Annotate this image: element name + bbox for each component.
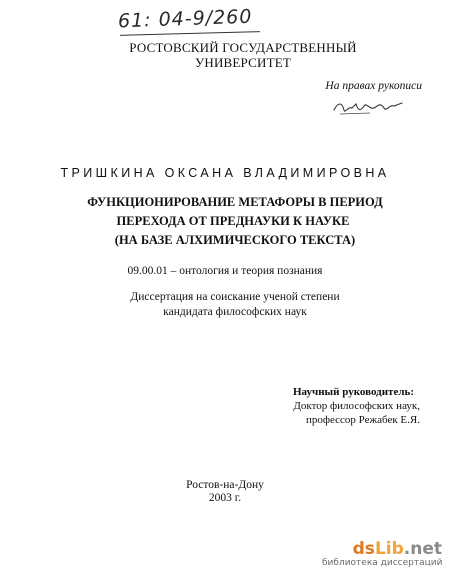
university-name-line2: УНИВЕРСИТЕТ: [194, 55, 292, 70]
dissertation-title-line2: ПЕРЕХОДА ОТ ПРЕДНАУКИ К НАУКЕ: [116, 214, 350, 228]
watermark-brand-net: .net: [403, 539, 442, 559]
degree-statement-line1: Диссертация на соискание ученой степени: [130, 291, 340, 303]
watermark-logo: [322, 540, 442, 558]
archive-number: 61: 04-9/260: [117, 5, 253, 33]
supervisor-degree: Доктор философских наук,: [293, 400, 420, 412]
watermark-caption: библиотека диссертаций: [322, 558, 443, 568]
degree-statement-line2: кандидата философских наук: [163, 306, 307, 318]
city: Ростов-на-Дону: [186, 479, 264, 491]
dissertation-title-line3: (НА БАЗЕ АЛХИМИЧЕСКОГО ТЕКСТА): [114, 233, 356, 247]
author-name: ТРИШКИНА ОКСАНА ВЛАДИМИРОВНА: [60, 166, 390, 180]
watermark-brand-ds: ds: [352, 539, 375, 559]
dslib-watermark: [322, 540, 442, 569]
archive-number-underline: [120, 31, 260, 36]
year: 2003 г.: [208, 492, 242, 504]
specialty-code: 09.00.01 – онтология и теория познания: [127, 265, 323, 277]
dissertation-title-line1: ФУНКЦИОНИРОВАНИЕ МЕТАФОРЫ В ПЕРИОД: [87, 195, 383, 209]
watermark-brand-lib: Lib: [374, 539, 404, 559]
supervisor-label: Научный руководитель:: [293, 386, 414, 398]
supervisor-name: профессор Режабек Е.Я.: [305, 414, 420, 426]
university-name-line1: РОСТОВСКИЙ ГОСУДАРСТВЕННЫЙ: [129, 40, 357, 55]
rights-note: На правах рукописи: [325, 80, 422, 92]
handwritten-signature: [330, 96, 410, 118]
